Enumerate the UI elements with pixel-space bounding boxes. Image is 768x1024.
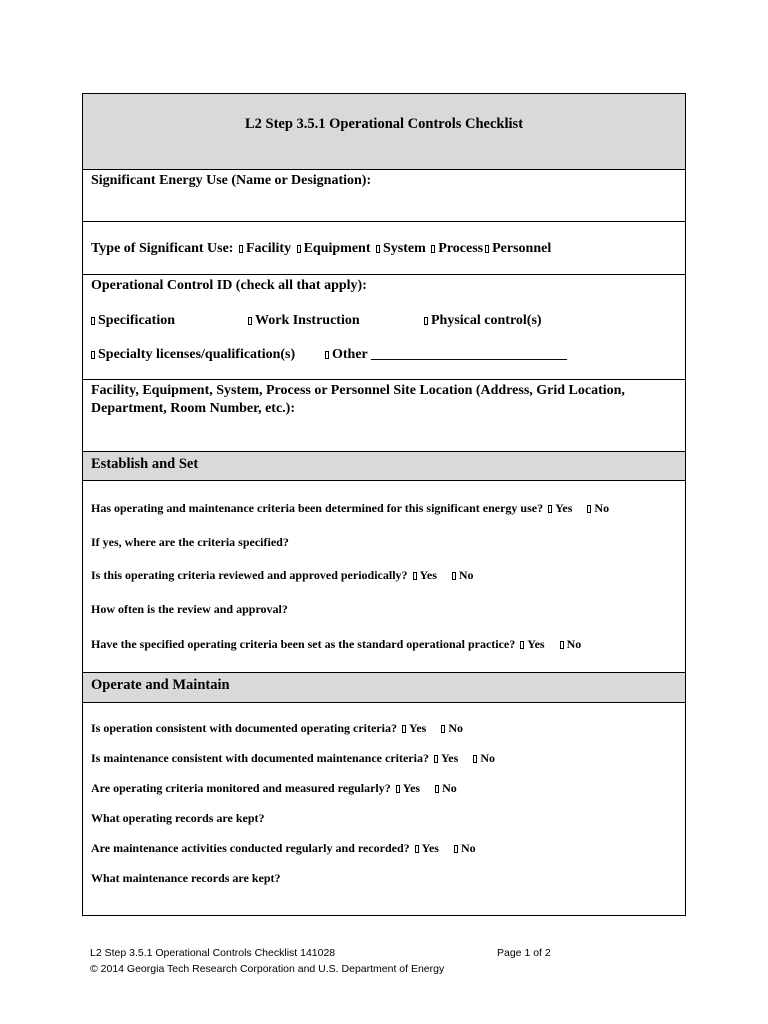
section-body-operate — [83, 703, 685, 917]
no-option[interactable]: No — [471, 751, 495, 766]
yes-option[interactable]: Yes — [518, 637, 544, 652]
checkbox-icon[interactable] — [91, 351, 95, 359]
no-option[interactable]: No — [450, 568, 474, 583]
checkbox-icon[interactable] — [239, 245, 243, 253]
type-label: Type of Significant Use: — [91, 241, 234, 256]
checkbox-icon[interactable] — [413, 572, 417, 580]
opcontrol-option-physical[interactable]: Physical control(s) — [422, 313, 542, 329]
page-title: L2 Step 3.5.1 Operational Controls Checklist — [244, 116, 524, 132]
type-option-equipment[interactable]: Equipment — [295, 241, 371, 257]
section-title: Establish and Set — [91, 456, 199, 472]
checkbox-icon[interactable] — [435, 785, 439, 793]
checkbox-icon[interactable] — [402, 725, 406, 733]
location-label-line1: Facility, Equipment, System, Process or Personnel Site Location (Address, Grid Location, — [91, 383, 625, 398]
question-row: Has operating and maintenance criteria been determined for this significant energy use? Yes No — [91, 501, 610, 515]
no-option[interactable]: No — [439, 721, 463, 736]
seu-row — [83, 170, 685, 222]
checkbox-icon[interactable] — [325, 351, 329, 359]
checkbox-icon[interactable] — [91, 317, 95, 325]
opcontrol-row — [83, 275, 685, 380]
checkbox-icon[interactable] — [560, 641, 564, 649]
type-row — [83, 222, 685, 275]
opcontrol-option-other[interactable]: Other ____________________________ — [323, 347, 567, 363]
opcontrol-option-specialty[interactable]: Specialty licenses/qualification(s) — [91, 347, 295, 363]
yes-option[interactable]: Yes — [411, 568, 437, 583]
yes-option[interactable]: Yes — [546, 501, 572, 516]
opcontrol-option-specification[interactable]: Specification — [91, 313, 175, 329]
checklist-form — [82, 93, 686, 916]
question-row: Is this operating criteria reviewed and approved periodically? Yes No — [91, 568, 474, 582]
type-line — [91, 241, 551, 257]
question-row: Have the specified operating criteria been set as the standard operational practice? Yes No — [91, 637, 582, 651]
type-option-system[interactable]: System — [374, 241, 426, 257]
question-row: Are operating criteria monitored and measured regularly? Yes No — [91, 781, 457, 795]
question-row: What operating records are kept? — [91, 811, 265, 825]
location-label-line2: Department, Room Number, etc.): — [91, 401, 295, 416]
footer-copyright: © 2014 Georgia Tech Research Corporation and U.S. Department of Energy — [90, 963, 445, 975]
no-option[interactable]: No — [585, 501, 609, 516]
opcontrol-option-work-instruction[interactable]: Work Instruction — [246, 313, 360, 329]
checkbox-icon[interactable] — [431, 245, 435, 253]
checkbox-icon[interactable] — [485, 245, 489, 253]
question-row: What maintenance records are kept? — [91, 871, 281, 885]
checkbox-icon[interactable] — [473, 755, 477, 763]
type-option-personnel[interactable]: Personnel — [483, 241, 551, 257]
type-option-facility[interactable]: Facility — [237, 241, 291, 257]
yes-option[interactable]: Yes — [432, 751, 458, 766]
checkbox-icon[interactable] — [454, 845, 458, 853]
yes-option[interactable]: Yes — [394, 781, 420, 796]
section-header-establish — [83, 452, 685, 481]
question-row: Is operation consistent with documented operating criteria? Yes No — [91, 721, 463, 735]
yes-option[interactable]: Yes — [413, 841, 439, 856]
opcontrol-label: Operational Control ID (check all that apply): — [91, 278, 367, 293]
question-row: Are maintenance activities conducted regularly and recorded? Yes No — [91, 841, 476, 855]
checkbox-icon[interactable] — [548, 505, 552, 513]
type-option-process[interactable]: Process — [429, 241, 483, 257]
no-option[interactable]: No — [558, 637, 582, 652]
yes-option[interactable]: Yes — [400, 721, 426, 736]
checkbox-icon[interactable] — [520, 641, 524, 649]
question-row: How often is the review and approval? — [91, 602, 288, 616]
checkbox-icon[interactable] — [587, 505, 591, 513]
section-header-operate — [83, 673, 685, 703]
checkbox-icon[interactable] — [297, 245, 301, 253]
checkbox-icon[interactable] — [376, 245, 380, 253]
question-row: If yes, where are the criteria specified? — [91, 535, 289, 549]
checkbox-icon[interactable] — [415, 845, 419, 853]
footer-doc-id: L2 Step 3.5.1 Operational Controls Checklist 141028 — [90, 947, 336, 959]
title-row — [83, 94, 685, 170]
checkbox-icon[interactable] — [396, 785, 400, 793]
seu-label: Significant Energy Use (Name or Designation): — [91, 173, 372, 188]
checkbox-icon[interactable] — [248, 317, 252, 325]
question-row: Is maintenance consistent with documented maintenance criteria? Yes No — [91, 751, 495, 765]
checkbox-icon[interactable] — [452, 572, 456, 580]
no-option[interactable]: No — [433, 781, 457, 796]
checkbox-icon[interactable] — [424, 317, 428, 325]
footer-page-number: Page 1 of 2 — [497, 947, 551, 959]
section-body-establish — [83, 481, 685, 673]
section-title: Operate and Maintain — [91, 677, 230, 693]
checkbox-icon[interactable] — [434, 755, 438, 763]
location-row — [83, 380, 685, 452]
checkbox-icon[interactable] — [441, 725, 445, 733]
no-option[interactable]: No — [452, 841, 476, 856]
